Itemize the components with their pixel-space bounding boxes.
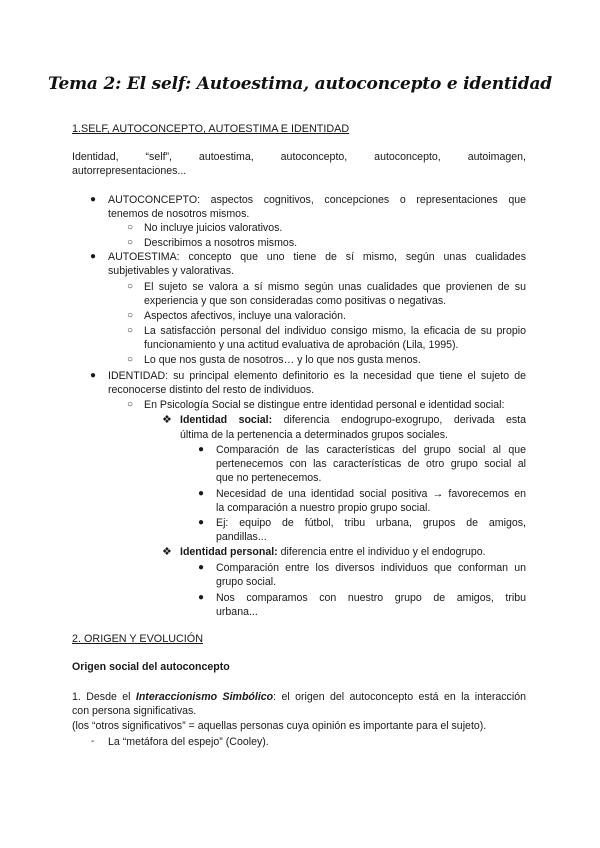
autoestima-sub-item: funcionamiento y una actitud evaluativa de aprobación (Lila, 1995).	[144, 339, 459, 351]
paragraph-text: : el origen del autoconcepto está en la interacción	[273, 691, 526, 703]
document-title: Tema 2: El self: Autoestima, autoconcepto e identidad	[48, 74, 552, 94]
identidad-social-line: última de la pertenencia a determinados grupos sociales.	[180, 429, 448, 441]
circle-bullet-icon: ○	[127, 399, 134, 410]
identidad-social-item: la comparación a nuestro propio grupo social.	[216, 502, 431, 514]
paragraph-prefix: 1. Desde el	[72, 691, 136, 703]
identidad-personal-item: Comparación entre los diversos individuos que conforman un	[216, 562, 526, 574]
section2-subheading: Origen social del autoconcepto	[72, 661, 230, 673]
identidad-personal-item: Nos comparamos con nuestro grupo de amigos, tribu	[216, 592, 526, 604]
circle-bullet-icon: ○	[127, 237, 134, 248]
autoestima-sub-item: Lo que nos gusta de nosotros… y lo que nos gusta menos.	[144, 354, 421, 366]
autoestima-line: subjetivables y valorativas.	[108, 265, 235, 277]
identidad-social-item: que no pertenecemos.	[216, 472, 322, 484]
autoconcepto-sub-item: No incluye juicios valorativos.	[144, 222, 283, 234]
identidad-social-text: diferencia endogrupo-exogrupo, derivada esta	[272, 414, 526, 426]
identidad-line: reconocerse distinto del resto de individuos.	[108, 384, 315, 396]
identidad-social-item: Ej: equipo de fútbol, tribu urbana, grupos de amigos,	[216, 517, 526, 529]
dash-list-item: La “metáfora del espejo” (Cooley).	[108, 736, 269, 748]
diamond-bullet-icon: ❖	[162, 546, 172, 558]
disc-bullet-icon: ●	[90, 194, 97, 205]
disc-bullet-icon: ●	[198, 562, 205, 573]
disc-bullet-icon: ●	[90, 370, 97, 381]
identidad-personal-label: Identidad personal:	[180, 546, 278, 558]
intro-line: Identidad, “self”, autoestima, autoconcepto, autoconcepto, autoimagen,	[72, 151, 526, 163]
section2-heading: 2. ORIGEN Y EVOLUCIÓN	[72, 633, 204, 645]
autoestima-sub-item: Aspectos afectivos, incluye una valoración.	[144, 310, 346, 322]
identidad-social-item: pertenecemos con las características de otro grupo social al	[216, 458, 526, 470]
identidad-personal-line	[180, 545, 486, 559]
identidad-personal-item: grupo social.	[216, 576, 277, 588]
circle-bullet-icon: ○	[127, 325, 134, 336]
intro-line: autorrepresentaciones...	[72, 165, 187, 177]
section2-paragraph-line: con persona significativas.	[72, 705, 197, 717]
identidad-social-line	[180, 413, 526, 427]
autoconcepto-line: tenemos de nosotros mismos.	[108, 208, 250, 220]
autoconcepto-sub-item: Describimos a nosotros mismos.	[144, 237, 298, 249]
identidad-personal-item: urbana...	[216, 606, 258, 618]
dash-bullet-icon: -	[91, 736, 95, 747]
disc-bullet-icon: ●	[198, 488, 205, 499]
autoestima-sub-item: El sujeto se valora a sí mismo según unas cualidades que provienen de su	[144, 281, 526, 293]
section2-paragraph-line: (los “otros significativos” = aquellas personas cuya opinión es importante para el sujeto).	[72, 720, 487, 732]
autoestima-sub-item: experiencia y que son consideradas como positivas o negativas.	[144, 295, 447, 307]
identidad-line: IDENTIDAD: su principal elemento definitorio es la necesidad que tiene el sujeto de	[108, 370, 526, 382]
section2-paragraph-line	[72, 690, 526, 704]
circle-bullet-icon: ○	[127, 281, 134, 292]
circle-bullet-icon: ○	[127, 310, 134, 321]
circle-bullet-icon: ○	[127, 354, 134, 365]
autoestima-line: AUTOESTIMA: concepto que uno tiene de sí mismo, según unas cualidades	[108, 251, 526, 263]
autoestima-sub-item: La satisfacción personal del individuo consigo mismo, la eficacia de su propio	[144, 325, 526, 337]
section1-heading: 1.SELF, AUTOCONCEPTO, AUTOESTIMA E IDENTIDAD	[72, 123, 350, 135]
circle-bullet-icon: ○	[127, 222, 134, 233]
diamond-bullet-icon: ❖	[162, 414, 172, 426]
autoconcepto-line: AUTOCONCEPTO: aspectos cognitivos, concepciones o representaciones que	[108, 194, 526, 206]
identidad-social-item: Comparación de las características del grupo social al que	[216, 444, 526, 456]
disc-bullet-icon: ●	[198, 592, 205, 603]
identidad-social-label: Identidad social:	[180, 414, 273, 426]
identidad-social-item: Necesidad de una identidad social positiva → favorecemos en	[216, 488, 526, 500]
identidad-personal-text: diferencia entre el individuo y el endogrupo.	[277, 546, 486, 558]
identidad-sub-item: En Psicología Social se distingue entre identidad personal e identidad social:	[144, 399, 505, 411]
disc-bullet-icon: ●	[198, 517, 205, 528]
disc-bullet-icon: ●	[198, 444, 205, 455]
identidad-social-item: pandillas...	[216, 531, 267, 543]
interaccionismo-term: Interaccionismo Simbólico	[135, 691, 274, 703]
disc-bullet-icon: ●	[90, 251, 97, 262]
